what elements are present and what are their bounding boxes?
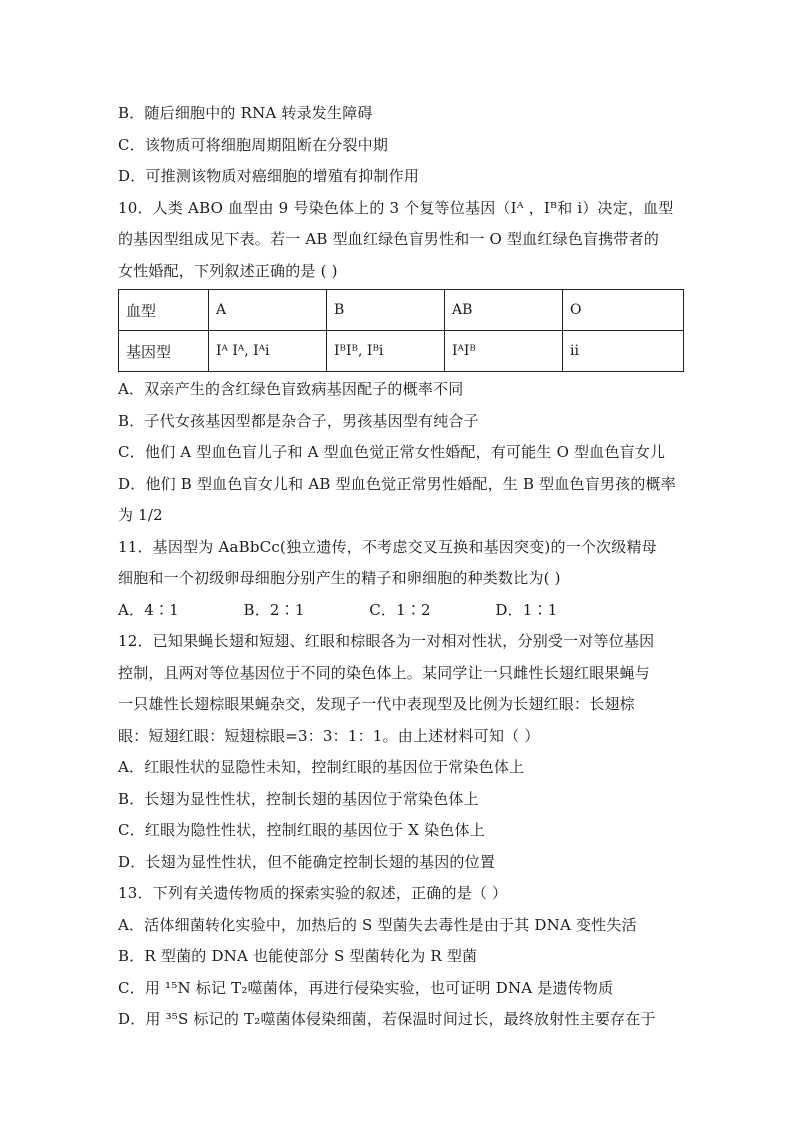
q10-option-a: A．双亲产生的含红绿色盲致病基因配子的概率不同	[118, 380, 464, 398]
q12-option-d: D．长翅为显性性状，但不能确定控制长翅的基因的位置	[118, 852, 496, 871]
q9-option-d: D．可推测该物质对癌细胞的增殖有抑制作用	[118, 167, 420, 185]
q12-stem-line-3: 一只雄性长翅棕眼果蝇杂交，发现子一代中表现型及比例为长翅红眼：长翅棕	[118, 695, 635, 713]
q10-option-b: B．子代女孩基因型都是杂合子，男孩基因型有纯合子	[118, 411, 479, 430]
q10-option-d: D．他们 B 型血色盲女儿和 AB 型血色觉正常男性婚配，生 B 型血色盲男孩的概率	[118, 474, 676, 493]
table-cell: Iᴬ Iᴬ, Iᴬi	[209, 331, 327, 372]
q10-stem-line-3: 女性婚配，下列叙述正确的是 ( )	[118, 261, 338, 280]
table-cell: IᴮIᴮ, Iᴮi	[327, 331, 445, 372]
table-cell: O	[563, 290, 684, 331]
q13-option-b: B．R 型菌的 DNA 也能使部分 S 型菌转化为 R 型菌	[118, 947, 478, 965]
q13-stem: 13．下列有关遗传物质的探索实验的叙述，正确的是（ ）	[118, 884, 508, 902]
table-cell: AB	[445, 290, 563, 331]
q9-option-b: B．随后细胞中的 RNA 转录发生障碍	[118, 104, 373, 122]
table-row	[119, 331, 684, 372]
q13-option-d: D．用 ³⁵S 标记的 T₂噬菌体侵染细菌，若保温时间过长，最终放射性主要存在于	[118, 1010, 656, 1028]
blood-type-table	[118, 289, 684, 372]
table-cell: ii	[563, 331, 684, 372]
q11-stem-line-2: 细胞和一个初级卵母细胞分别产生的精子和卵细胞的种类数比为( )	[118, 569, 561, 587]
q12-stem-line-4: 眼：短翅红眼：短翅棕眼=3：3：1：1。由上述材料可知（ ）	[118, 726, 540, 745]
table-cell: 基因型	[119, 331, 209, 372]
table-row	[119, 290, 684, 331]
q12-option-a: A．红眼性状的显隐性未知，控制红眼的基因位于常染色体上	[118, 758, 525, 776]
q10-option-c: C．他们 A 型血色盲儿子和 A 型血色觉正常女性婚配，有可能生 O 型血色盲女儿	[118, 443, 666, 461]
table-cell: B	[327, 290, 445, 331]
q11-options: A．4∶1 B．2∶1 C．1∶2 D．1∶1	[118, 600, 558, 619]
q10-option-d-cont: 为 1/2	[118, 506, 163, 524]
q13-option-a: A．活体细菌转化实验中，加热后的 S 型菌失去毒性是由于其 DNA 变性失活	[118, 915, 637, 934]
table-cell: A	[209, 290, 327, 331]
table-cell: IᴬIᴮ	[445, 331, 563, 372]
table-cell: 血型	[119, 290, 209, 331]
q12-option-b: B．长翅为显性性状，控制长翅的基因位于常染色体上	[118, 789, 479, 808]
q12-stem-line-2: 控制，且两对等位基因位于不同的染色体上。某同学让一只雌性长翅红眼果蝇与	[118, 663, 651, 682]
q9-option-c: C．该物质可将细胞周期阻断在分裂中期	[118, 135, 389, 154]
q10-stem-line-2: 的基因型组成见下表。若一 AB 型血红绿色盲男性和一 O 型血红绿色盲携带者的	[118, 230, 660, 248]
q11-stem-line-1: 11．基因型为 AaBbCc(独立遗传，不考虑交叉互换和基因突变)的一个次级精母	[118, 537, 657, 556]
q12-stem-line-1: 12．已知果蝇长翅和短翅、红眼和棕眼各为一对相对性状，分别受一对等位基因	[118, 632, 655, 650]
q13-option-c: C．用 ¹⁵N 标记 T₂噬菌体，再进行侵染实验，也可证明 DNA 是遗传物质	[118, 978, 614, 997]
document-page	[118, 98, 684, 1036]
q12-option-c: C．红眼为隐性性状，控制红眼的基因位于 X 染色体上	[118, 821, 485, 839]
q10-stem-line-1: 10．人类 ABO 血型由 9 号染色体上的 3 个复等位基因（Iᴬ ，Iᴮ和 i）决定，血型	[118, 198, 674, 217]
